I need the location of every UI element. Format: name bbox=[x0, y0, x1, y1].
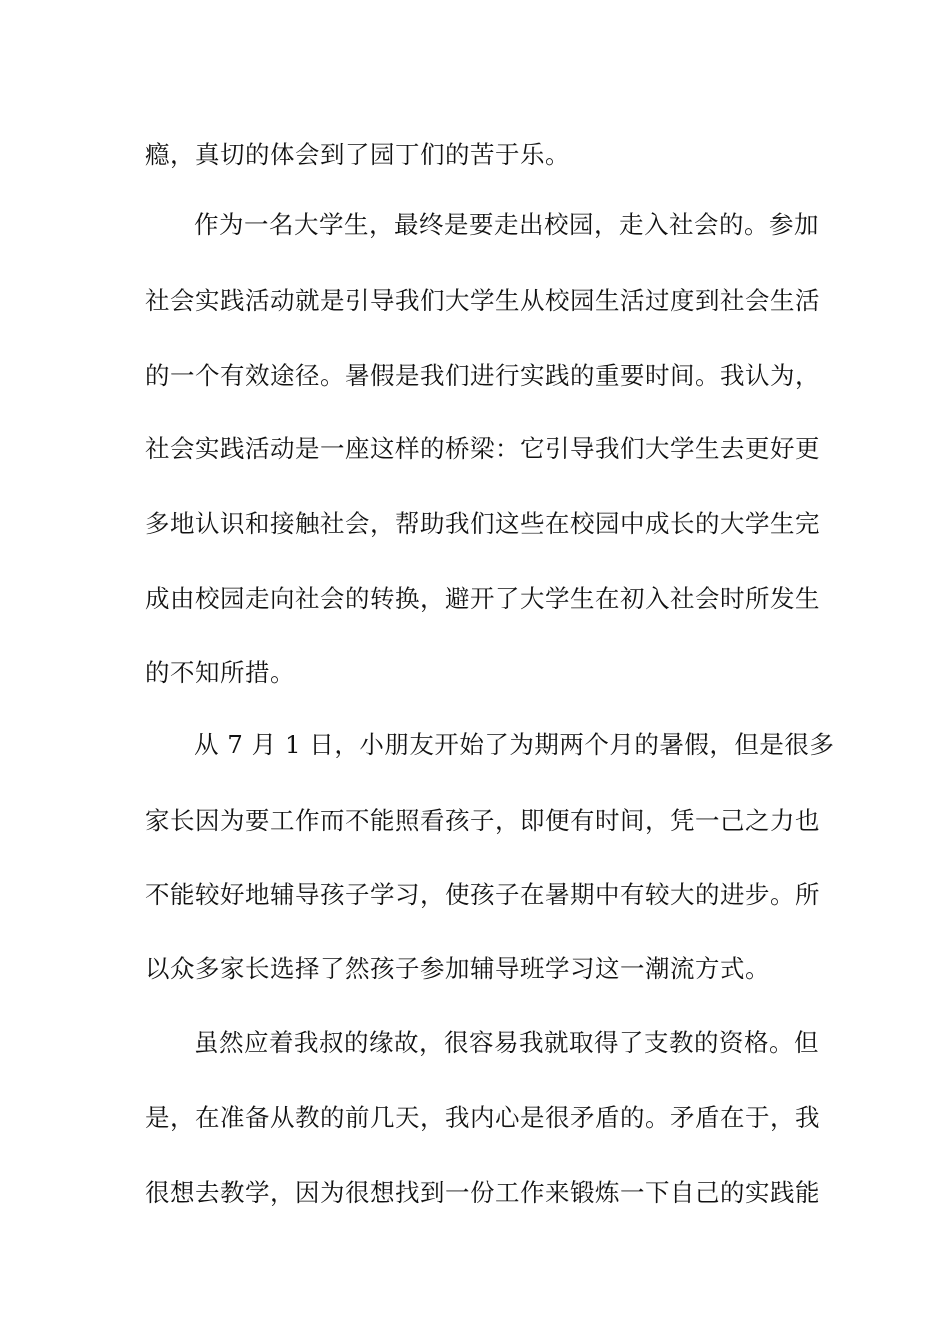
paragraph-first-line: 虽然应着我叔的缘故，很容易我就取得了支教的资格。但 bbox=[194, 1028, 819, 1057]
text-line: 很想去教学，因为很想找到一份工作来锻炼一下自己的实践能 bbox=[145, 1178, 820, 1207]
text-line: 社会实践活动就是引导我们大学生从校园生活过度到社会生活 bbox=[145, 286, 820, 315]
text-line: 多地认识和接触社会，帮助我们这些在校园中成长的大学生完 bbox=[145, 509, 820, 538]
text-line: 的不知所措。 bbox=[145, 658, 295, 687]
paragraph-first-line: 从 7 月 1 日，小朋友开始了为期两个月的暑假，但是很多 bbox=[194, 730, 835, 759]
text-line: 家长因为要工作而不能照看孩子，即便有时间，凭一己之力也 bbox=[145, 806, 820, 835]
paragraph-first-line: 作为一名大学生，最终是要走出校园，走入社会的。参加 bbox=[194, 210, 819, 239]
text-line: 瘾，真切的体会到了园丁们的苦于乐。 bbox=[145, 140, 570, 169]
text-line: 是，在准备从教的前几天，我内心是很矛盾的。矛盾在于，我 bbox=[145, 1103, 820, 1132]
text-line: 社会实践活动是一座这样的桥梁：它引导我们大学生去更好更 bbox=[145, 434, 820, 463]
text-line: 以众多家长选择了然孩子参加辅导班学习这一潮流方式。 bbox=[145, 954, 770, 983]
text-line: 的一个有效途径。暑假是我们进行实践的重要时间。我认为， bbox=[145, 361, 820, 390]
text-line: 不能较好地辅导孩子学习，使孩子在暑期中有较大的进步。所 bbox=[145, 880, 820, 909]
text-line: 成由校园走向社会的转换，避开了大学生在初入社会时所发生 bbox=[145, 584, 820, 613]
